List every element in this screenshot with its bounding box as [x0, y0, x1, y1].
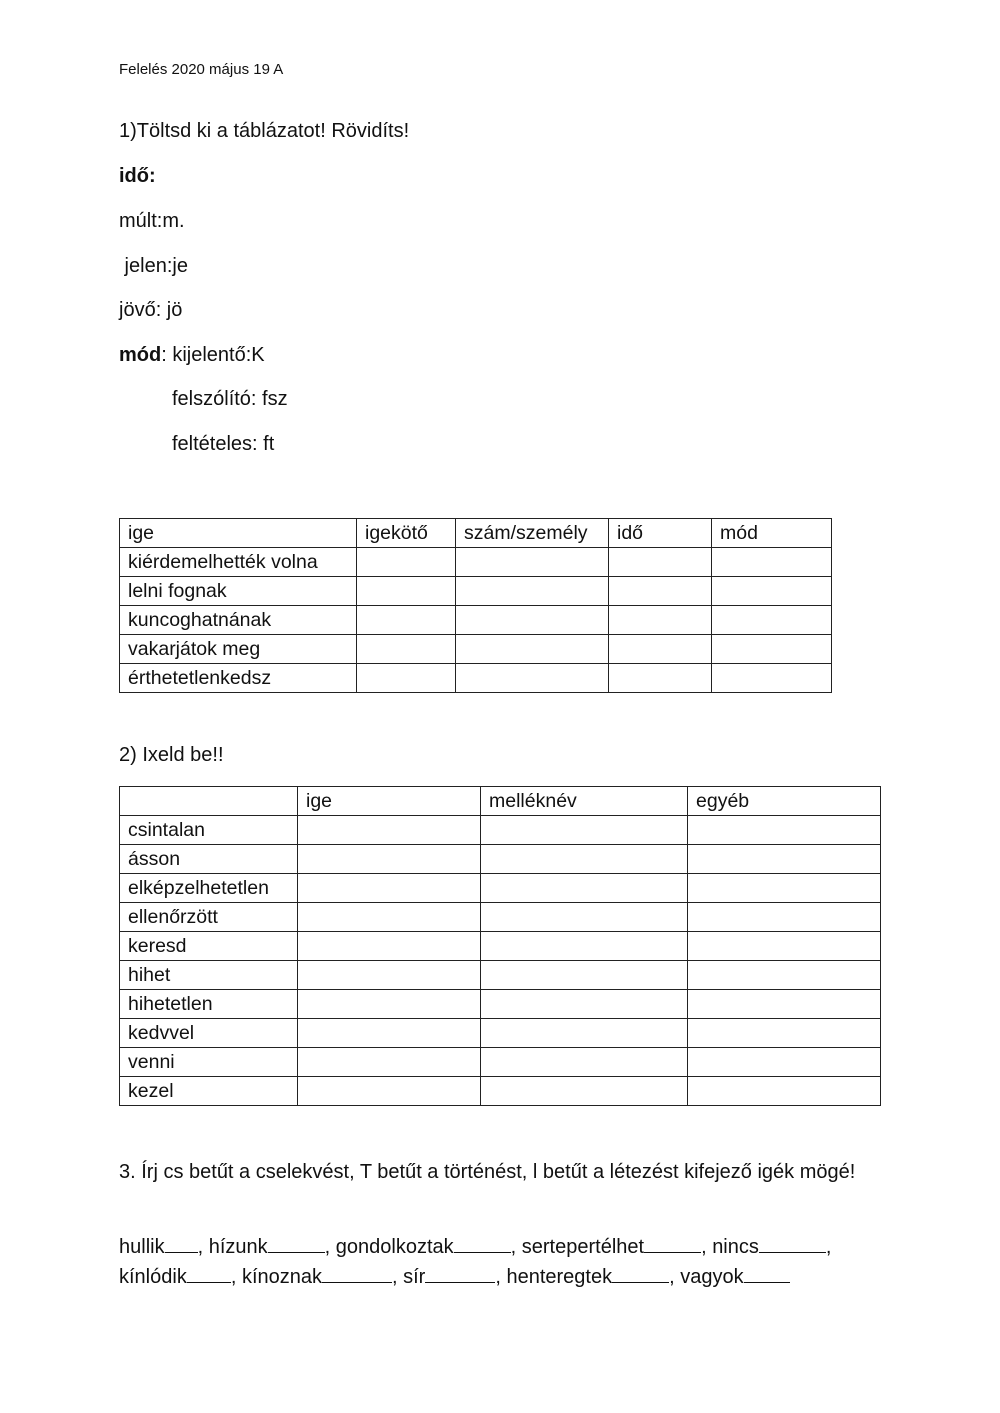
word-cell: ellenőrzött	[120, 903, 298, 932]
checkbox-cell[interactable]	[298, 961, 481, 990]
answer-cell[interactable]	[456, 635, 609, 664]
checkbox-cell[interactable]	[298, 1077, 481, 1106]
checkbox-cell[interactable]	[481, 1077, 688, 1106]
answer-cell[interactable]	[357, 635, 456, 664]
table-row	[120, 664, 832, 693]
word-cell: keresd	[120, 932, 298, 961]
checkbox-cell[interactable]	[481, 1048, 688, 1077]
mod-label: mód	[119, 344, 162, 366]
checkbox-cell[interactable]	[298, 1048, 481, 1077]
separator: ,	[825, 1236, 832, 1258]
separator: ,	[510, 1236, 522, 1258]
verb-cell: kiérdemelhették volna	[120, 548, 357, 577]
checkbox-cell[interactable]	[481, 845, 688, 874]
table-row	[120, 932, 881, 961]
table-row	[120, 577, 832, 606]
answer-cell[interactable]	[712, 664, 832, 693]
table-row	[120, 816, 881, 845]
separator: ,	[495, 1266, 507, 1288]
verb-analysis-table	[119, 518, 832, 693]
checkbox-cell[interactable]	[688, 990, 881, 1019]
answer-blank[interactable]	[759, 1234, 826, 1253]
verb-word: henteregtek	[506, 1266, 613, 1288]
verb-cell: érthetetlenkedsz	[120, 664, 357, 693]
answer-cell[interactable]	[456, 548, 609, 577]
verb-word: vagyok	[680, 1266, 744, 1288]
answer-blank[interactable]	[322, 1264, 392, 1283]
table-header-cell: igekötő	[357, 519, 456, 548]
task3-title: 3. Írj cs betűt a cselekvést, T betűt a történést, l betűt a létezést kifejező igék mögé!	[119, 1161, 856, 1183]
table-row	[120, 1048, 881, 1077]
answer-blank[interactable]	[744, 1264, 790, 1283]
mod-line	[119, 344, 265, 367]
task2-title: 2) Ixeld be!!	[119, 744, 224, 766]
mod-felszolito: felszólító: fsz	[172, 388, 288, 410]
checkbox-cell[interactable]	[298, 903, 481, 932]
word-cell: hihetetlen	[120, 990, 298, 1019]
table-header-row	[120, 519, 832, 548]
answer-blank[interactable]	[268, 1234, 325, 1253]
checkbox-cell[interactable]	[481, 990, 688, 1019]
checkbox-cell[interactable]	[688, 903, 881, 932]
answer-cell[interactable]	[456, 577, 609, 606]
checkbox-cell[interactable]	[298, 1019, 481, 1048]
table-row	[120, 606, 832, 635]
word-cell: csintalan	[120, 816, 298, 845]
answer-blank[interactable]	[165, 1234, 198, 1253]
table-header-cell: szám/személy	[456, 519, 609, 548]
verb-word: hullik	[119, 1236, 165, 1258]
word-cell: kezel	[120, 1077, 298, 1106]
checkbox-cell[interactable]	[688, 1019, 881, 1048]
task3-answer-line	[119, 1232, 909, 1292]
table-header-cell: mód	[712, 519, 832, 548]
checkbox-cell[interactable]	[688, 845, 881, 874]
checkbox-cell[interactable]	[298, 845, 481, 874]
checkbox-cell[interactable]	[298, 932, 481, 961]
table-header-cell: ige	[120, 519, 357, 548]
answer-cell[interactable]	[357, 664, 456, 693]
word-cell: ásson	[120, 845, 298, 874]
table-row	[120, 548, 832, 577]
table-row	[120, 845, 881, 874]
checkbox-cell[interactable]	[688, 816, 881, 845]
checkbox-cell[interactable]	[481, 816, 688, 845]
table-header-cell: egyéb	[688, 787, 881, 816]
answer-cell[interactable]	[357, 577, 456, 606]
ido-label: idő:	[119, 165, 156, 187]
answer-cell[interactable]	[456, 664, 609, 693]
verb-cell: vakarjátok meg	[120, 635, 357, 664]
checkbox-cell[interactable]	[481, 932, 688, 961]
task1-title: 1)Töltsd ki a táblázatot! Rövidíts!	[119, 120, 410, 142]
table-row	[120, 1077, 881, 1106]
separator: ,	[669, 1266, 681, 1288]
checkbox-cell[interactable]	[298, 816, 481, 845]
ido-jovo: jövő: jö	[119, 299, 183, 321]
mod-kijelento: : kijelentő:K	[161, 344, 265, 366]
verb-word: sír	[403, 1266, 426, 1288]
word-cell: venni	[120, 1048, 298, 1077]
separator: ,	[230, 1266, 242, 1288]
ido-jelen: jelen:je	[119, 255, 188, 277]
word-cell: hihet	[120, 961, 298, 990]
checkbox-cell[interactable]	[688, 932, 881, 961]
checkbox-cell[interactable]	[298, 874, 481, 903]
separator: ,	[197, 1236, 209, 1258]
checkbox-cell[interactable]	[481, 903, 688, 932]
answer-blank[interactable]	[454, 1234, 511, 1253]
verb-word: hízunk	[208, 1236, 268, 1258]
verb-cell: kuncoghatnának	[120, 606, 357, 635]
verb-word: kínoznak	[241, 1266, 322, 1288]
verb-word: gondolkoztak	[335, 1236, 454, 1258]
checkbox-cell[interactable]	[298, 990, 481, 1019]
answer-cell[interactable]	[712, 548, 832, 577]
answer-cell[interactable]	[357, 606, 456, 635]
answer-cell[interactable]	[609, 664, 712, 693]
table-header-cell: ige	[298, 787, 481, 816]
table-header-row	[120, 787, 881, 816]
answer-cell[interactable]	[357, 548, 456, 577]
checkbox-cell[interactable]	[688, 1048, 881, 1077]
verb-word: sertepertélhet	[521, 1236, 645, 1258]
separator: ,	[701, 1236, 713, 1258]
word-cell: elképzelhetetlen	[120, 874, 298, 903]
answer-cell[interactable]	[456, 606, 609, 635]
table-row	[120, 990, 881, 1019]
answer-blank[interactable]	[187, 1264, 231, 1283]
answer-blank[interactable]	[425, 1264, 495, 1283]
table-header-cell: idő	[609, 519, 712, 548]
verb-word: kínlódik	[119, 1266, 187, 1288]
page-header: Felelés 2020 május 19 A	[119, 61, 284, 78]
word-class-table	[119, 786, 881, 1106]
answer-cell[interactable]	[609, 577, 712, 606]
checkbox-cell[interactable]	[481, 1019, 688, 1048]
answer-cell[interactable]	[609, 548, 712, 577]
table-row	[120, 635, 832, 664]
table-header-cell	[120, 787, 298, 816]
answer-cell[interactable]	[609, 635, 712, 664]
answer-blank[interactable]	[612, 1264, 669, 1283]
checkbox-cell[interactable]	[688, 874, 881, 903]
word-cell: kedvvel	[120, 1019, 298, 1048]
table-row	[120, 961, 881, 990]
answer-cell[interactable]	[712, 577, 832, 606]
separator: ,	[392, 1266, 404, 1288]
answer-cell[interactable]	[712, 606, 832, 635]
answer-cell[interactable]	[609, 606, 712, 635]
checkbox-cell[interactable]	[688, 1077, 881, 1106]
mod-felteteles: feltételes: ft	[172, 433, 275, 455]
table-row	[120, 874, 881, 903]
answer-blank[interactable]	[644, 1234, 701, 1253]
checkbox-cell[interactable]	[481, 874, 688, 903]
ido-mult: múlt:m.	[119, 210, 185, 232]
checkbox-cell[interactable]	[688, 961, 881, 990]
table-row	[120, 1019, 881, 1048]
verb-cell: lelni fognak	[120, 577, 357, 606]
verb-word: nincs	[712, 1236, 759, 1258]
table-row	[120, 903, 881, 932]
checkbox-cell[interactable]	[481, 961, 688, 990]
answer-cell[interactable]	[712, 635, 832, 664]
separator: ,	[324, 1236, 336, 1258]
table-header-cell: melléknév	[481, 787, 688, 816]
